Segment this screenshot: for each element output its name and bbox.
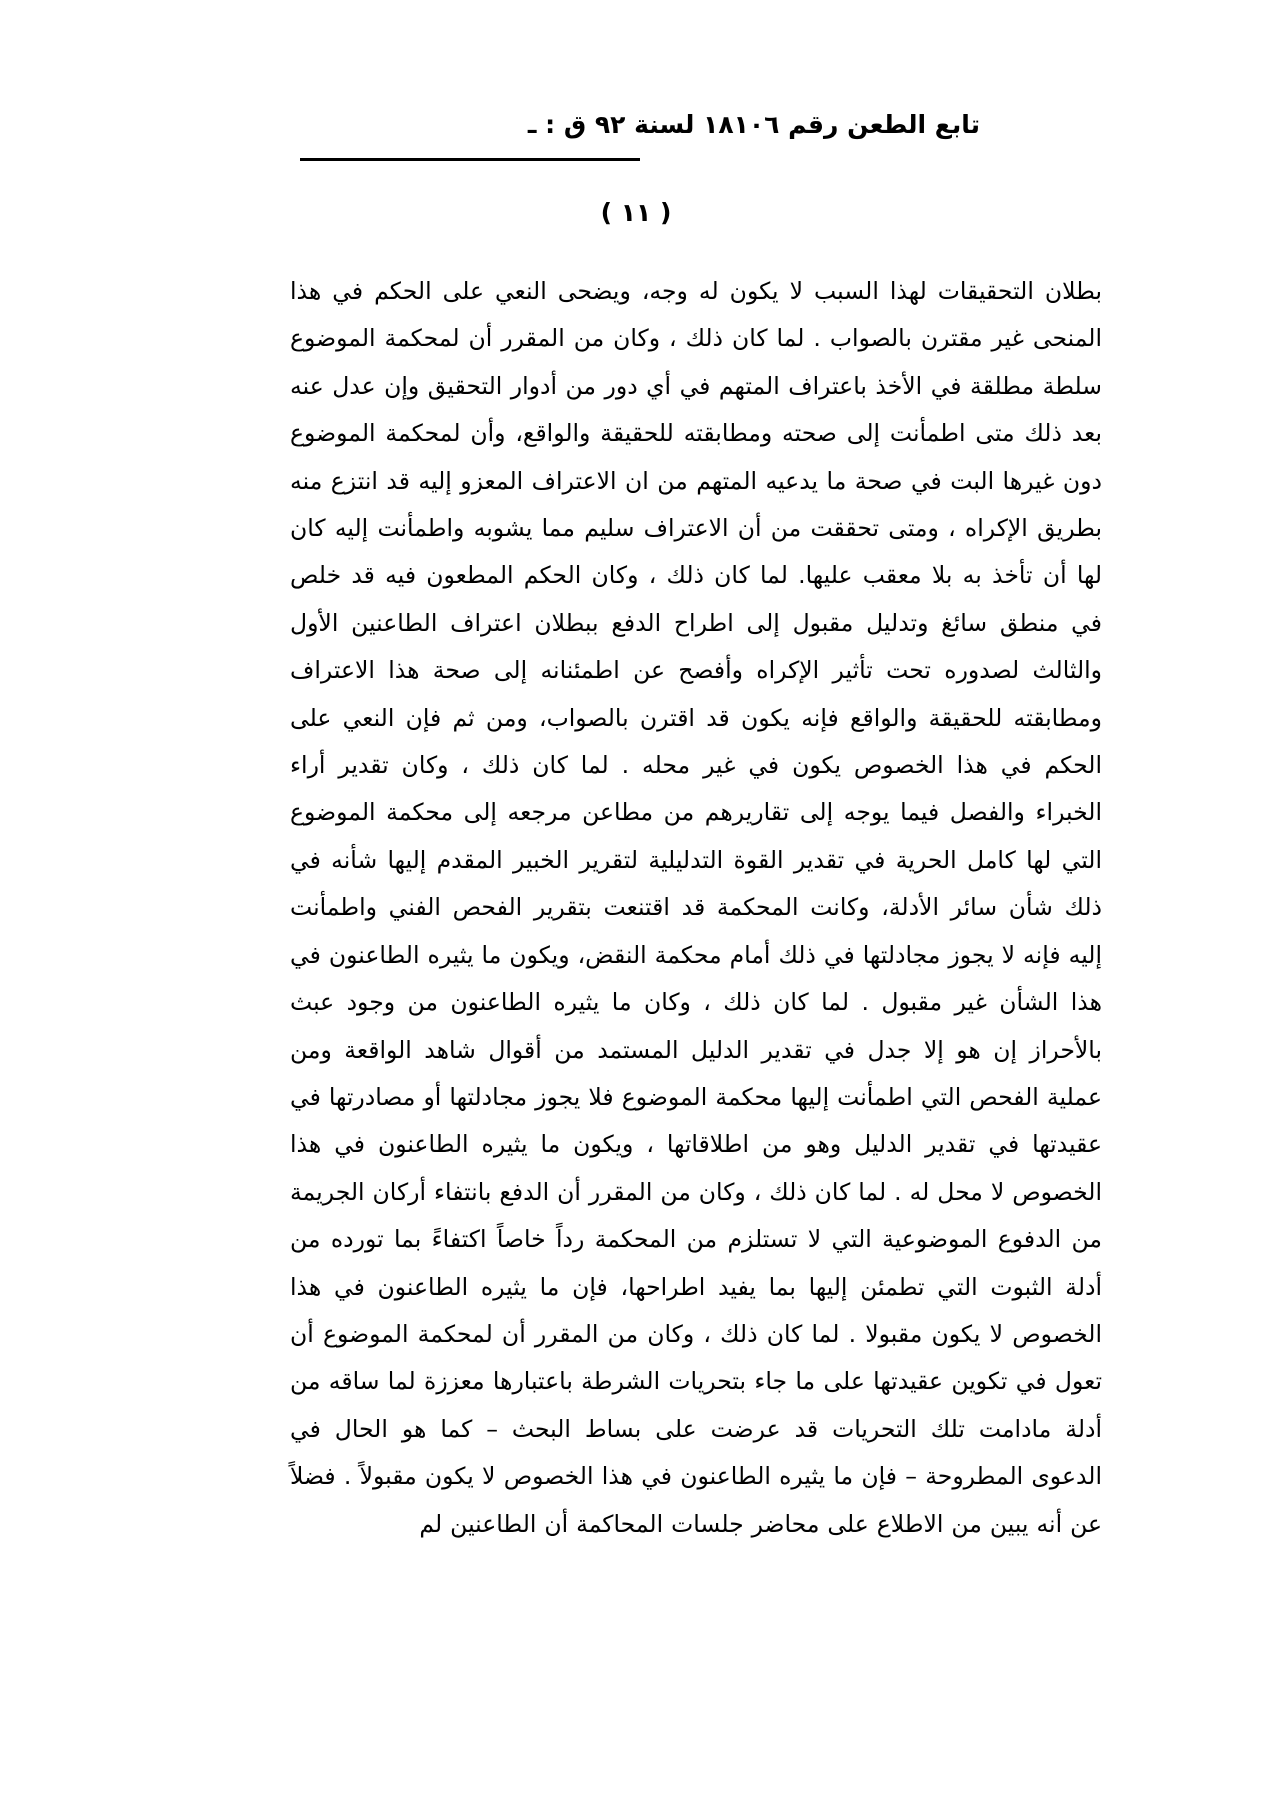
case-reference-heading: تابع الطعن رقم ١٨١٠٦ لسنة ٩٢ ق : ـ (527, 110, 980, 139)
header-divider-rule (300, 158, 640, 161)
document-body (290, 268, 1102, 1548)
page-header (300, 108, 980, 161)
page-number: ( ١١ ) (600, 198, 672, 227)
judgment-paragraph: بطلان التحقيقات لهذا السبب لا يكون له وجه، ويضحى النعي على الحكم في هذا المنحى غير مقترن بالصواب . لما كان ذلك ، وكان من المقرر أن لمحكمة الموضوع سلطة مطلقة في الأخذ باعتراف المتهم في أي دور من أدوار التحقيق وإن عدل عنه بعد ذلك متى اطمأنت إلى صحته ومطابقته للحقيقة والواقع، وأن لمحكمة الموضوع دون غيرها البت في صحة ما يدعيه المتهم من ان الاعتراف المعزو إليه قد انتزع منه بطريق الإكراه ، ومتى تحققت من أن الاعتراف سليم مما يشوبه واطمأنت إليه كان لها أن تأخذ به بلا معقب عليها. لما كان ذلك ، وكان الحكم المطعون فيه قد خلص في منطق سائغ وتدليل مقبول إلى اطراح الدفع ببطلان اعتراف الطاعنين الأول والثالث لصدوره تحت تأثير الإكراه وأفصح عن اطمئنانه إلى صحة هذا الاعتراف ومطابقته للحقيقة والواقع فإنه يكون قد اقترن بالصواب، ومن ثم فإن النعي على الحكم في هذا الخصوص يكون في غير محله . لما كان ذلك ، وكان تقدير أراء الخبراء والفصل فيما يوجه إلى تقاريرهم من مطاعن مرجعه إلى محكمة الموضوع التي لها كامل الحرية في تقدير القوة التدليلية لتقرير الخبير المقدم إليها شأنه في ذلك شأن سائر الأدلة، وكانت المحكمة قد اقتنعت بتقرير الفحص الفني واطمأنت إليه فإنه لا يجوز مجادلتها في ذلك أمام محكمة النقض، ويكون ما يثيره الطاعنون في هذا الشأن غير مقبول . لما كان ذلك ، وكان ما يثيره الطاعنون من وجود عبث بالأحراز إن هو إلا جدل في تقدير الدليل المستمد من أقوال شاهد الواقعة ومن عملية الفحص التي اطمأنت إليها محكمة الموضوع فلا يجوز مجادلتها أو مصادرتها في عقيدتها في تقدير الدليل وهو من اطلاقاتها ، ويكون ما يثيره الطاعنون في هذا الخصوص لا محل له . لما كان ذلك ، وكان من المقرر أن الدفع بانتفاء أركان الجريمة من الدفوع الموضوعية التي لا تستلزم من المحكمة رداً خاصاً اكتفاءً بما تورده من أدلة الثبوت التي تطمئن إليها بما يفيد اطراحها، فإن ما يثيره الطاعنون في هذا الخصوص لا يكون مقبولا . لما كان ذلك ، وكان من المقرر أن لمحكمة الموضوع أن تعول في تكوين عقيدتها على ما جاء بتحريات الشرطة باعتبارها معززة لما ساقه من أدلة مادامت تلك التحريات قد عرضت على بساط البحث – كما هو الحال في الدعوى المطروحة – فإن ما يثيره الطاعنون في هذا الخصوص لا يكون مقبولاً . فضلاً عن أنه يبين من الاطلاع على محاضر جلسات المحاكمة أن الطاعنين لم (290, 277, 1102, 1538)
